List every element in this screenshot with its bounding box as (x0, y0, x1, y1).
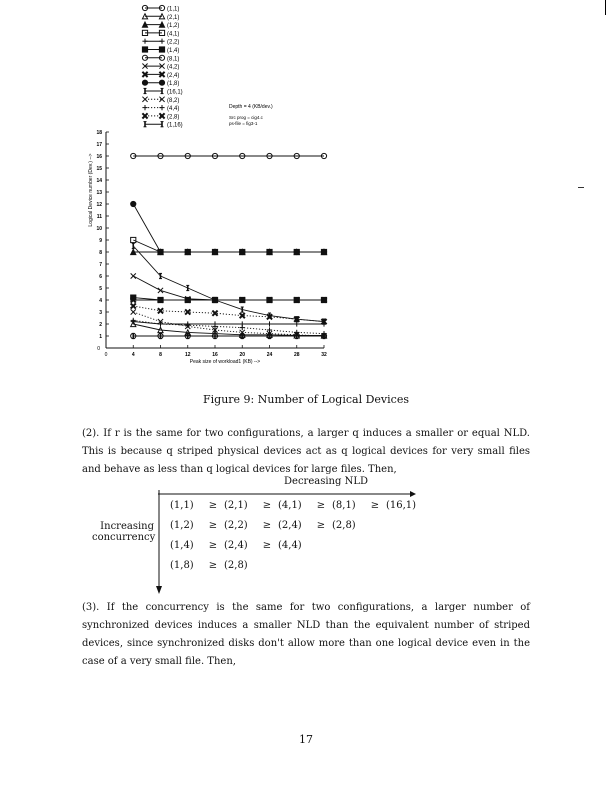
data-point (142, 113, 147, 118)
legend-label: (4,2) (167, 64, 180, 71)
ordering-header: Decreasing NLD (284, 476, 368, 487)
chart-annotation: Src prog = cig4.c (229, 115, 263, 120)
page-number: 17 (299, 733, 313, 746)
ordering-config: (2,8) (224, 560, 248, 571)
data-point (131, 303, 136, 308)
y-tick-label: 10 (96, 226, 102, 232)
chart-legend (142, 5, 182, 128)
data-point (131, 273, 136, 278)
x-tick-label: 12 (184, 352, 191, 358)
data-point (212, 249, 217, 254)
data-point (131, 318, 136, 323)
legend-entry (142, 113, 179, 120)
y-tick-label: 4 (99, 298, 102, 304)
ordering-relation: ≥ (316, 520, 326, 531)
chart-annotation: Depth = 4 (KB/dev.) (229, 104, 273, 110)
data-point (131, 237, 136, 242)
ordering-config: (2,1) (224, 500, 248, 511)
y-tick-label: 9 (99, 238, 102, 244)
x-tick-label: 4 (131, 352, 135, 358)
legend-entry (142, 14, 179, 21)
chart-series (131, 153, 327, 338)
legend-label: (1,4) (167, 48, 180, 54)
data-point (158, 249, 163, 254)
legend-label: (1,1) (167, 6, 180, 13)
data-point (142, 105, 147, 110)
legend-entry (142, 64, 179, 71)
data-point (240, 249, 245, 254)
ordering-config: (2,4) (278, 520, 302, 531)
data-point (159, 80, 164, 85)
data-point (142, 80, 147, 85)
ordering-relation: ≥ (370, 500, 380, 511)
legend-entry (142, 47, 179, 54)
chart-annotations (229, 104, 273, 126)
ordering-relation: ≥ (316, 500, 326, 511)
ordering-config: (16,1) (386, 500, 417, 511)
y-tick-label: 14 (96, 178, 102, 184)
y-axis-label: Logical Device number (Dev.) --> (88, 153, 94, 227)
ordering-relation: ≥ (262, 540, 272, 551)
y-tick-label: 5 (99, 286, 102, 292)
legend-entry (144, 88, 183, 95)
ordering-relation: ≥ (208, 540, 218, 551)
x-tick-label: 24 (266, 352, 273, 358)
data-point (142, 22, 147, 27)
y-tick-label: 8 (99, 250, 102, 256)
increasing-arrow (155, 490, 163, 596)
data-point (142, 47, 147, 52)
ordering-config: (1,2) (170, 520, 194, 531)
ordering-config: (1,4) (170, 540, 194, 551)
data-point (158, 288, 163, 293)
x-tick-label: 20 (239, 352, 246, 358)
y-tick-label: 16 (96, 154, 102, 160)
y-tick-label: 0 (97, 346, 100, 352)
ordering-config: (2,2) (224, 520, 248, 531)
ordering-config: (8,1) (332, 500, 356, 511)
legend-label: (1,2) (167, 23, 180, 30)
legend-label: (16,1) (167, 89, 183, 96)
legend-label: (4,1) (167, 31, 180, 38)
y-tick-label: 7 (99, 262, 102, 268)
data-point (158, 308, 163, 313)
legend-entry (142, 39, 179, 46)
y-tick-label: 12 (96, 202, 102, 208)
data-point (159, 47, 164, 52)
data-point (159, 105, 164, 110)
legend-label: (2,4) (167, 72, 180, 79)
x-axis-label: Peak size of workload1 (KB) --> (189, 359, 261, 365)
data-point (267, 249, 272, 254)
series-line (133, 276, 324, 300)
data-point (131, 309, 136, 314)
legend-label: (1,16) (167, 122, 183, 129)
ordering-row (170, 560, 256, 571)
legend-label: (2,1) (167, 14, 180, 21)
legend-entry (142, 105, 179, 112)
legend-entry (142, 97, 179, 104)
legend-label: (8,2) (167, 97, 180, 104)
legend-entry (142, 22, 179, 29)
series-line (133, 204, 324, 252)
data-point (159, 22, 164, 27)
y-tick-label: 1 (99, 334, 102, 340)
y-tick-label: 13 (96, 190, 102, 196)
legend-entry (142, 55, 179, 62)
ordering-row (170, 520, 364, 531)
y-tick-label: 15 (96, 166, 102, 172)
y-tick-label: 18 (96, 130, 102, 136)
ordering-config: (4,1) (278, 500, 302, 511)
data-point (185, 323, 190, 328)
ordering-row (170, 540, 310, 551)
ordering-row-label: Increasing concurrency (92, 521, 156, 543)
paragraph-3: (3). If the concurrency is the same for two configurations, a larger number of synchronized devices induces a smaller NLD than the equivalent number of striped devices, since synchronized disks don't allow more than one logical device even in the case of a very small file. Then, (82, 602, 530, 667)
data-point (159, 39, 164, 44)
data-point (142, 39, 147, 44)
ordering-config: (2,8) (332, 520, 356, 531)
x-tick-label: 0 (104, 352, 108, 358)
y-tick-label: 6 (99, 274, 102, 280)
y-tick-label: 2 (99, 322, 102, 328)
legend-label: (4,4) (167, 106, 180, 113)
legend-entry (144, 122, 183, 129)
y-tick-label: 3 (99, 310, 102, 316)
data-point (185, 249, 190, 254)
nld-chart (0, 0, 612, 380)
legend-label: (2,8) (167, 114, 180, 121)
y-tick-label: 17 (96, 142, 102, 148)
y-tick-label: 11 (96, 214, 102, 220)
ordering-config: (4,4) (278, 540, 302, 551)
data-point (131, 201, 136, 206)
data-point (142, 97, 147, 102)
data-point (131, 249, 136, 254)
legend-label: (2,2) (167, 39, 180, 46)
ordering-config: (1,8) (170, 560, 194, 571)
data-point (294, 249, 299, 254)
x-tick-label: 8 (159, 352, 162, 358)
ordering-relation: ≥ (262, 500, 272, 511)
chart-annotation: ps-file = fig3-1 (229, 121, 258, 126)
legend-entry (142, 30, 179, 37)
ordering-relation: ≥ (208, 520, 218, 531)
ordering-relation: ≥ (208, 500, 218, 511)
ordering-relation: ≥ (208, 560, 218, 571)
decreasing-arrow (158, 490, 418, 498)
data-point (321, 249, 326, 254)
ordering-row (170, 500, 418, 511)
data-point (267, 321, 272, 326)
series-8-1 (131, 153, 327, 158)
chart-axes (88, 130, 327, 365)
figure-caption: Figure 9: Number of Logical Devices (203, 393, 409, 406)
legend-label: (8,1) (167, 56, 180, 63)
ordering-config: (2,4) (224, 540, 248, 551)
x-tick-label: 28 (293, 352, 300, 358)
ordering-config: (1,1) (170, 500, 194, 511)
paragraph-2: (2). If r is the same for two configurations, a larger q induces a smaller or equal NLD. This is because q striped physical devices act as q logical devices for very small files and behave as less than q logical devices for large files. Then, (82, 428, 530, 475)
x-tick-label: 32 (321, 352, 327, 358)
legend-label: (1,8) (167, 81, 180, 88)
legend-entry (142, 72, 179, 79)
legend-entry (142, 80, 179, 87)
x-tick-label: 16 (212, 352, 218, 358)
data-point (185, 309, 190, 314)
series-1-8 (131, 201, 327, 254)
data-point (212, 311, 217, 316)
ordering-relation: ≥ (262, 520, 272, 531)
data-point (240, 325, 245, 330)
legend-entry (142, 5, 179, 12)
data-point (132, 243, 135, 248)
series-2-4 (131, 297, 327, 302)
